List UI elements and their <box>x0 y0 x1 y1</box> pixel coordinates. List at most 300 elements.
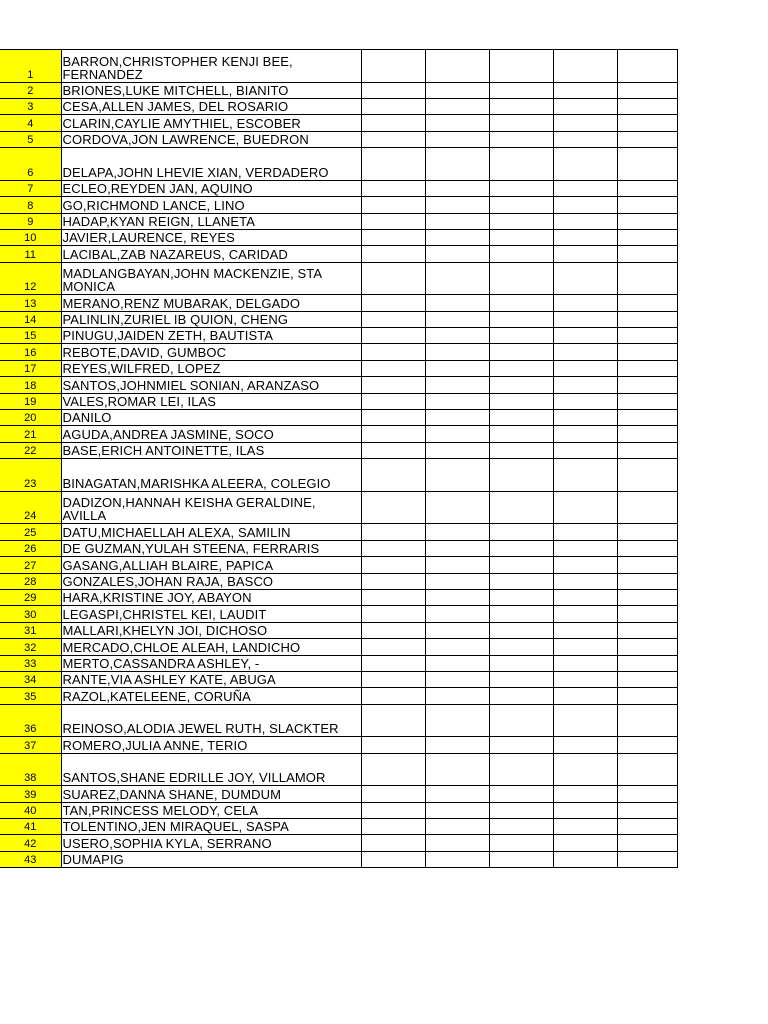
student-name-cell: MERTO,CASSANDRA ASHLEY, - <box>61 655 361 671</box>
blank-cell[interactable] <box>489 524 553 540</box>
blank-cell[interactable] <box>489 115 553 131</box>
blank-cell[interactable] <box>361 835 425 851</box>
blank-cell[interactable] <box>425 557 489 573</box>
blank-cell[interactable] <box>553 262 617 295</box>
blank-cell[interactable] <box>489 377 553 393</box>
blank-cell[interactable] <box>617 50 677 83</box>
row-number-cell: 8 <box>0 197 61 213</box>
blank-cell[interactable] <box>617 639 677 655</box>
student-name-cell: JAVIER,LAURENCE, REYES <box>61 229 361 245</box>
blank-cell[interactable] <box>489 819 553 835</box>
blank-cell[interactable] <box>361 213 425 229</box>
blank-cell[interactable] <box>361 802 425 818</box>
blank-cell[interactable] <box>489 540 553 556</box>
table-row <box>0 98 677 114</box>
row-number-cell: 21 <box>0 426 61 442</box>
table-row <box>0 442 677 458</box>
blank-cell[interactable] <box>489 50 553 83</box>
blank-cell[interactable] <box>553 671 617 687</box>
blank-cell[interactable] <box>617 148 677 181</box>
blank-cell[interactable] <box>489 148 553 181</box>
blank-cell[interactable] <box>553 82 617 98</box>
blank-cell[interactable] <box>361 540 425 556</box>
blank-cell[interactable] <box>361 459 425 492</box>
table-row <box>0 262 677 295</box>
blank-cell[interactable] <box>361 606 425 622</box>
blank-cell[interactable] <box>553 802 617 818</box>
row-number-cell: 9 <box>0 213 61 229</box>
row-number-cell: 2 <box>0 82 61 98</box>
student-name-cell: CORDOVA,JON LAWRENCE, BUEDRON <box>61 131 361 147</box>
blank-cell[interactable] <box>425 737 489 753</box>
table-row <box>0 82 677 98</box>
blank-cell[interactable] <box>617 442 677 458</box>
blank-cell[interactable] <box>489 229 553 245</box>
row-number-cell: 7 <box>0 180 61 196</box>
blank-cell[interactable] <box>617 573 677 589</box>
blank-cell[interactable] <box>617 688 677 704</box>
blank-cell[interactable] <box>361 426 425 442</box>
blank-cell[interactable] <box>617 704 677 737</box>
student-name-cell: GO,RICHMOND LANCE, LINO <box>61 197 361 213</box>
table-row <box>0 639 677 655</box>
blank-cell[interactable] <box>489 753 553 786</box>
blank-cell[interactable] <box>425 671 489 687</box>
blank-cell[interactable] <box>361 851 425 867</box>
blank-cell[interactable] <box>489 213 553 229</box>
blank-cell[interactable] <box>617 328 677 344</box>
student-name-cell: HADAP,KYAN REIGN, LLANETA <box>61 213 361 229</box>
blank-cell[interactable] <box>425 573 489 589</box>
blank-cell[interactable] <box>361 98 425 114</box>
blank-cell[interactable] <box>489 311 553 327</box>
blank-cell[interactable] <box>617 622 677 638</box>
blank-cell[interactable] <box>361 262 425 295</box>
row-number-cell: 18 <box>0 377 61 393</box>
blank-cell[interactable] <box>361 82 425 98</box>
blank-cell[interactable] <box>361 311 425 327</box>
table-row <box>0 311 677 327</box>
blank-cell[interactable] <box>553 98 617 114</box>
blank-cell[interactable] <box>361 148 425 181</box>
blank-cell[interactable] <box>361 786 425 802</box>
blank-cell[interactable] <box>361 491 425 524</box>
blank-cell[interactable] <box>489 622 553 638</box>
blank-cell[interactable] <box>617 98 677 114</box>
blank-cell[interactable] <box>553 148 617 181</box>
blank-cell[interactable] <box>425 426 489 442</box>
blank-cell[interactable] <box>425 688 489 704</box>
student-name-cell: CLARIN,CAYLIE AMYTHIEL, ESCOBER <box>61 115 361 131</box>
roster-body <box>0 50 677 868</box>
blank-cell[interactable] <box>617 851 677 867</box>
student-name-cell: TAN,PRINCESS MELODY, CELA <box>61 802 361 818</box>
blank-cell[interactable] <box>553 606 617 622</box>
blank-cell[interactable] <box>361 246 425 262</box>
blank-cell[interactable] <box>553 688 617 704</box>
blank-cell[interactable] <box>617 82 677 98</box>
blank-cell[interactable] <box>489 410 553 426</box>
blank-cell[interactable] <box>425 835 489 851</box>
blank-cell[interactable] <box>553 459 617 492</box>
blank-cell[interactable] <box>425 180 489 196</box>
blank-cell[interactable] <box>617 213 677 229</box>
blank-cell[interactable] <box>425 246 489 262</box>
student-name-cell: ROMERO,JULIA ANNE, TERIO <box>61 737 361 753</box>
blank-cell[interactable] <box>553 50 617 83</box>
student-name-cell: LACIBAL,ZAB NAZAREUS, CARIDAD <box>61 246 361 262</box>
blank-cell[interactable] <box>361 819 425 835</box>
blank-cell[interactable] <box>425 524 489 540</box>
blank-cell[interactable] <box>553 246 617 262</box>
table-row <box>0 835 677 851</box>
row-number-cell: 42 <box>0 835 61 851</box>
blank-cell[interactable] <box>553 229 617 245</box>
student-name-cell: DUMAPIG <box>61 851 361 867</box>
blank-cell[interactable] <box>489 491 553 524</box>
row-number-cell: 13 <box>0 295 61 311</box>
blank-cell[interactable] <box>361 589 425 605</box>
blank-cell[interactable] <box>553 589 617 605</box>
blank-cell[interactable] <box>553 180 617 196</box>
table-row <box>0 410 677 426</box>
blank-cell[interactable] <box>617 197 677 213</box>
table-row <box>0 377 677 393</box>
blank-cell[interactable] <box>617 115 677 131</box>
blank-cell[interactable] <box>425 360 489 376</box>
row-number-cell: 5 <box>0 131 61 147</box>
blank-cell[interactable] <box>489 262 553 295</box>
blank-cell[interactable] <box>617 229 677 245</box>
blank-cell[interactable] <box>617 459 677 492</box>
blank-cell[interactable] <box>553 851 617 867</box>
blank-cell[interactable] <box>489 131 553 147</box>
blank-cell[interactable] <box>553 753 617 786</box>
blank-cell[interactable] <box>361 131 425 147</box>
blank-cell[interactable] <box>361 410 425 426</box>
blank-cell[interactable] <box>489 393 553 409</box>
blank-cell[interactable] <box>361 753 425 786</box>
table-row <box>0 688 677 704</box>
blank-cell[interactable] <box>425 819 489 835</box>
blank-cell[interactable] <box>361 557 425 573</box>
blank-cell[interactable] <box>489 328 553 344</box>
blank-cell[interactable] <box>361 524 425 540</box>
blank-cell[interactable] <box>489 557 553 573</box>
blank-cell[interactable] <box>425 131 489 147</box>
blank-cell[interactable] <box>425 589 489 605</box>
blank-cell[interactable] <box>617 491 677 524</box>
row-number-cell: 41 <box>0 819 61 835</box>
row-number-cell: 20 <box>0 410 61 426</box>
blank-cell[interactable] <box>425 115 489 131</box>
student-name-cell: GASANG,ALLIAH BLAIRE, PAPICA <box>61 557 361 573</box>
blank-cell[interactable] <box>425 851 489 867</box>
student-name-cell: ECLEO,REYDEN JAN, AQUINO <box>61 180 361 196</box>
blank-cell[interactable] <box>489 442 553 458</box>
table-row <box>0 524 677 540</box>
blank-cell[interactable] <box>361 655 425 671</box>
row-number-cell: 26 <box>0 540 61 556</box>
blank-cell[interactable] <box>553 213 617 229</box>
blank-cell[interactable] <box>425 753 489 786</box>
blank-cell[interactable] <box>553 328 617 344</box>
row-number-cell: 43 <box>0 851 61 867</box>
blank-cell[interactable] <box>425 704 489 737</box>
blank-cell[interactable] <box>361 639 425 655</box>
row-number-cell: 1 <box>0 50 61 83</box>
blank-cell[interactable] <box>553 622 617 638</box>
blank-cell[interactable] <box>361 704 425 737</box>
blank-cell[interactable] <box>553 295 617 311</box>
blank-cell[interactable] <box>361 573 425 589</box>
blank-cell[interactable] <box>361 737 425 753</box>
blank-cell[interactable] <box>617 655 677 671</box>
row-number-cell: 17 <box>0 360 61 376</box>
blank-cell[interactable] <box>617 360 677 376</box>
blank-cell[interactable] <box>489 82 553 98</box>
blank-cell[interactable] <box>553 115 617 131</box>
blank-cell[interactable] <box>617 246 677 262</box>
blank-cell[interactable] <box>617 344 677 360</box>
blank-cell[interactable] <box>617 262 677 295</box>
blank-cell[interactable] <box>425 197 489 213</box>
blank-cell[interactable] <box>617 410 677 426</box>
blank-cell[interactable] <box>617 786 677 802</box>
student-name-cell: BASE,ERICH ANTOINETTE, ILAS <box>61 442 361 458</box>
table-row <box>0 819 677 835</box>
row-number-cell: 24 <box>0 491 61 524</box>
blank-cell[interactable] <box>361 622 425 638</box>
blank-cell[interactable] <box>425 540 489 556</box>
table-row <box>0 737 677 753</box>
blank-cell[interactable] <box>425 622 489 638</box>
blank-cell[interactable] <box>617 426 677 442</box>
blank-cell[interactable] <box>553 835 617 851</box>
blank-cell[interactable] <box>489 606 553 622</box>
blank-cell[interactable] <box>553 819 617 835</box>
row-number-cell: 29 <box>0 589 61 605</box>
blank-cell[interactable] <box>617 802 677 818</box>
blank-cell[interactable] <box>553 131 617 147</box>
blank-cell[interactable] <box>425 50 489 83</box>
student-name-cell: SANTOS,JOHNMIEL SONIAN, ARANZASO <box>61 377 361 393</box>
blank-cell[interactable] <box>553 524 617 540</box>
blank-cell[interactable] <box>425 442 489 458</box>
blank-cell[interactable] <box>489 835 553 851</box>
student-name-cell: RANTE,VIA ASHLEY KATE, ABUGA <box>61 671 361 687</box>
table-row <box>0 229 677 245</box>
blank-cell[interactable] <box>361 688 425 704</box>
blank-cell[interactable] <box>617 557 677 573</box>
blank-cell[interactable] <box>617 295 677 311</box>
student-name-cell: DATU,MICHAELLAH ALEXA, SAMILIN <box>61 524 361 540</box>
blank-cell[interactable] <box>425 328 489 344</box>
blank-cell[interactable] <box>489 737 553 753</box>
blank-cell[interactable] <box>617 180 677 196</box>
table-row <box>0 344 677 360</box>
table-row <box>0 540 677 556</box>
blank-cell[interactable] <box>617 819 677 835</box>
table-row <box>0 655 677 671</box>
student-name-cell: SANTOS,SHANE EDRILLE JOY, VILLAMOR <box>61 753 361 786</box>
blank-cell[interactable] <box>361 360 425 376</box>
blank-cell[interactable] <box>425 606 489 622</box>
blank-cell[interactable] <box>553 197 617 213</box>
blank-cell[interactable] <box>361 442 425 458</box>
blank-cell[interactable] <box>553 393 617 409</box>
table-row <box>0 491 677 524</box>
blank-cell[interactable] <box>425 148 489 181</box>
blank-cell[interactable] <box>425 639 489 655</box>
table-row <box>0 753 677 786</box>
blank-cell[interactable] <box>553 786 617 802</box>
row-number-cell: 36 <box>0 704 61 737</box>
student-name-cell: GONZALES,JOHAN RAJA, BASCO <box>61 573 361 589</box>
blank-cell[interactable] <box>553 704 617 737</box>
blank-cell[interactable] <box>489 459 553 492</box>
row-number-cell: 27 <box>0 557 61 573</box>
blank-cell[interactable] <box>489 786 553 802</box>
blank-cell[interactable] <box>553 344 617 360</box>
blank-cell[interactable] <box>553 557 617 573</box>
blank-cell[interactable] <box>553 573 617 589</box>
blank-cell[interactable] <box>425 262 489 295</box>
student-name-cell: BINAGATAN,MARISHKA ALEERA, COLEGIO <box>61 459 361 492</box>
blank-cell[interactable] <box>425 344 489 360</box>
blank-cell[interactable] <box>489 246 553 262</box>
blank-cell[interactable] <box>361 115 425 131</box>
blank-cell[interactable] <box>617 524 677 540</box>
blank-cell[interactable] <box>617 393 677 409</box>
row-number-cell: 37 <box>0 737 61 753</box>
blank-cell[interactable] <box>617 377 677 393</box>
student-name-cell: DADIZON,HANNAH KEISHA GERALDINE, AVILLA <box>61 491 361 524</box>
row-number-cell: 11 <box>0 246 61 262</box>
blank-cell[interactable] <box>425 98 489 114</box>
blank-cell[interactable] <box>489 589 553 605</box>
row-number-cell: 16 <box>0 344 61 360</box>
table-row <box>0 606 677 622</box>
blank-cell[interactable] <box>425 802 489 818</box>
blank-cell[interactable] <box>617 606 677 622</box>
blank-cell[interactable] <box>361 180 425 196</box>
blank-cell[interactable] <box>425 377 489 393</box>
row-number-cell: 19 <box>0 393 61 409</box>
blank-cell[interactable] <box>489 344 553 360</box>
student-name-cell: REINOSO,ALODIA JEWEL RUTH, SLACKTER <box>61 704 361 737</box>
student-name-cell: USERO,SOPHIA KYLA, SERRANO <box>61 835 361 851</box>
blank-cell[interactable] <box>361 197 425 213</box>
blank-cell[interactable] <box>425 410 489 426</box>
blank-cell[interactable] <box>617 311 677 327</box>
blank-cell[interactable] <box>553 442 617 458</box>
student-name-cell: DELAPA,JOHN LHEVIE XIAN, VERDADERO <box>61 148 361 181</box>
blank-cell[interactable] <box>489 180 553 196</box>
blank-cell[interactable] <box>553 311 617 327</box>
blank-cell[interactable] <box>489 426 553 442</box>
student-name-cell: AGUDA,ANDREA JASMINE, SOCO <box>61 426 361 442</box>
blank-cell[interactable] <box>489 98 553 114</box>
blank-cell[interactable] <box>553 360 617 376</box>
table-row <box>0 459 677 492</box>
blank-cell[interactable] <box>553 737 617 753</box>
blank-cell[interactable] <box>361 377 425 393</box>
blank-cell[interactable] <box>425 491 489 524</box>
blank-cell[interactable] <box>489 704 553 737</box>
blank-cell[interactable] <box>553 377 617 393</box>
blank-cell[interactable] <box>425 213 489 229</box>
blank-cell[interactable] <box>361 50 425 83</box>
blank-cell[interactable] <box>489 573 553 589</box>
blank-cell[interactable] <box>425 393 489 409</box>
blank-cell[interactable] <box>425 459 489 492</box>
row-number-cell: 12 <box>0 262 61 295</box>
blank-cell[interactable] <box>617 671 677 687</box>
row-number-cell: 40 <box>0 802 61 818</box>
blank-cell[interactable] <box>361 229 425 245</box>
blank-cell[interactable] <box>361 344 425 360</box>
row-number-cell: 15 <box>0 328 61 344</box>
blank-cell[interactable] <box>553 639 617 655</box>
blank-cell[interactable] <box>361 328 425 344</box>
blank-cell[interactable] <box>617 835 677 851</box>
blank-cell[interactable] <box>489 639 553 655</box>
blank-cell[interactable] <box>617 131 677 147</box>
blank-cell[interactable] <box>489 197 553 213</box>
table-row <box>0 393 677 409</box>
table-row <box>0 328 677 344</box>
blank-cell[interactable] <box>617 737 677 753</box>
blank-cell[interactable] <box>553 491 617 524</box>
blank-cell[interactable] <box>425 229 489 245</box>
blank-cell[interactable] <box>425 311 489 327</box>
student-name-cell: CESA,ALLEN JAMES, DEL ROSARIO <box>61 98 361 114</box>
student-name-cell: SUAREZ,DANNA SHANE, DUMDUM <box>61 786 361 802</box>
blank-cell[interactable] <box>489 295 553 311</box>
blank-cell[interactable] <box>425 295 489 311</box>
blank-cell[interactable] <box>489 655 553 671</box>
blank-cell[interactable] <box>361 671 425 687</box>
blank-cell[interactable] <box>489 688 553 704</box>
blank-cell[interactable] <box>425 655 489 671</box>
table-row <box>0 295 677 311</box>
blank-cell[interactable] <box>553 426 617 442</box>
blank-cell[interactable] <box>425 82 489 98</box>
student-name-cell: MERANO,RENZ MUBARAK, DELGADO <box>61 295 361 311</box>
blank-cell[interactable] <box>553 655 617 671</box>
table-row <box>0 851 677 867</box>
blank-cell[interactable] <box>489 360 553 376</box>
blank-cell[interactable] <box>489 671 553 687</box>
blank-cell[interactable] <box>553 410 617 426</box>
row-number-cell: 28 <box>0 573 61 589</box>
blank-cell[interactable] <box>489 851 553 867</box>
blank-cell[interactable] <box>617 540 677 556</box>
student-name-cell: VALES,ROMAR LEI, ILAS <box>61 393 361 409</box>
blank-cell[interactable] <box>425 786 489 802</box>
blank-cell[interactable] <box>489 802 553 818</box>
blank-cell[interactable] <box>617 589 677 605</box>
blank-cell[interactable] <box>553 540 617 556</box>
row-number-cell: 25 <box>0 524 61 540</box>
blank-cell[interactable] <box>361 393 425 409</box>
blank-cell[interactable] <box>361 295 425 311</box>
table-row <box>0 557 677 573</box>
row-number-cell: 35 <box>0 688 61 704</box>
student-name-cell: BRIONES,LUKE MITCHELL, BIANITO <box>61 82 361 98</box>
blank-cell[interactable] <box>617 753 677 786</box>
